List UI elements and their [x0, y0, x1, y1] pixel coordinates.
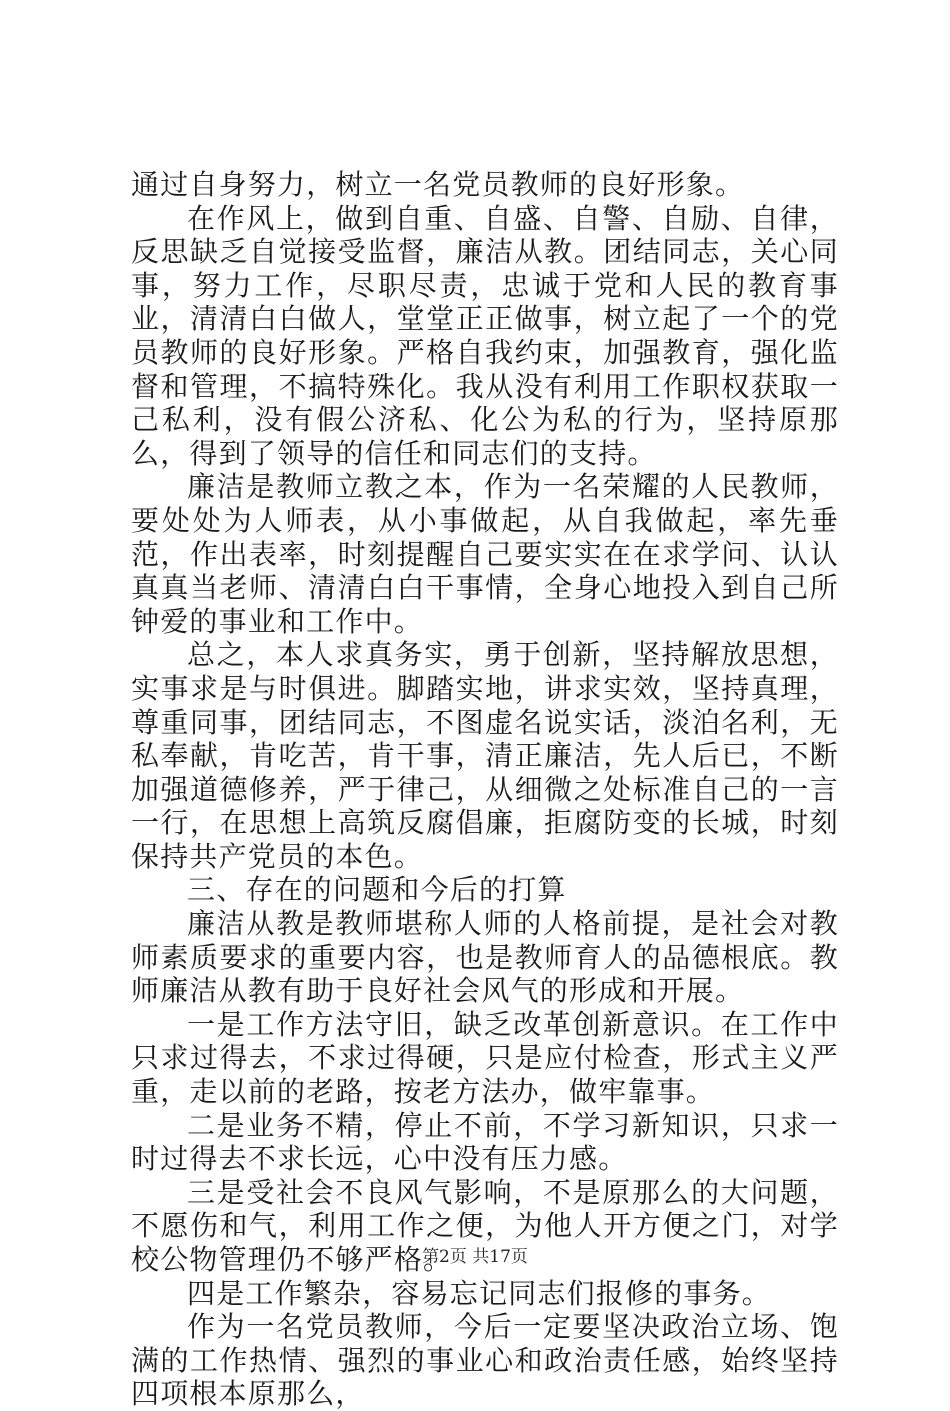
section-heading-problems: 三、存在的问题和今后的打算	[187, 873, 567, 907]
paragraph-problem-three: 三是受社会不良风气影响，不是原那么的大问题，不愿伤和气，利用工作之便，为他人开方便之门，对学校公物管理仍不够严格。	[131, 1175, 839, 1276]
paragraph-problem-four: 四是工作繁杂，容易忘记同志们报修的事务。	[187, 1276, 772, 1310]
page-footer: 第2页 共17页	[422, 1247, 528, 1267]
paragraph-summary: 总之，本人求真务实，勇于创新，坚持解放思想，实事求是与时俱进。脚踏实地，讲求实效，坚持真理，尊重同事，团结同志，不图虚名说实话，淡泊名利，无私奉献，肯吃苦，肯干事，清正廉洁，先人后已，不断加强道德修养，严于律己，从细微之处标准自己的一言一行，在思想上高筑反腐倡廉，拒腐防变的长城，时刻保持共产党员的本色。	[131, 638, 839, 873]
paragraph-work-style: 在作风上，做到自重、自盛、自警、自励、自律，反思缺乏自觉接受监督，廉洁从教。团结同志，关心同事，努力工作，尽职尽责，忠诚于党和人民的教育事业，清清白白做人，堂堂正正做事，树立起了一个的党员教师的良好形象。严格自我约束，加强教育，强化监督和管理，不搞特殊化。我从没有利用工作职权获取一己私利，没有假公济私、化公为私的行为，坚持原那么，得到了领导的信任和同志们的支持。	[131, 201, 839, 470]
paragraph-future-plan: 作为一名党员教师，今后一定要坚决政治立场、饱满的工作热情、强烈的事业心和政治责任感，始终坚持四项根本原那么，	[131, 1310, 839, 1411]
paragraph-problem-one: 一是工作方法守旧，缺乏改革创新意识。在工作中只求过得去，不求过得硬，只是应付检查，形式主义严重，走以前的老路，按老方法办，做牢靠事。	[131, 1007, 839, 1109]
paragraph-problem-two: 二是业务不精，停止不前，不学习新知识，只求一时过得去不求长远，心中没有压力感。	[131, 1108, 839, 1176]
document-body	[131, 168, 839, 1411]
paragraph-integrity-premise: 廉洁从教是教师堪称人师的人格前提，是社会对教师素质要求的重要内容，也是教师育人的品德根底。教师廉洁从教有助于良好社会风气的形成和开展。	[131, 907, 839, 1008]
paragraph-continuation: 通过自身努力，树立一名党员教师的良好形象。	[131, 168, 745, 201]
paragraph-integrity: 廉洁是教师立教之本，作为一名荣耀的人民教师，要处处为人师表，从小事做起，从自我做起，率先垂范，作出表率，时刻提醒自己要实实在在求学问、认认真真当老师、清清白白干事情，全身心地投入到自己所钟爱的事业和工作中。	[131, 470, 839, 638]
